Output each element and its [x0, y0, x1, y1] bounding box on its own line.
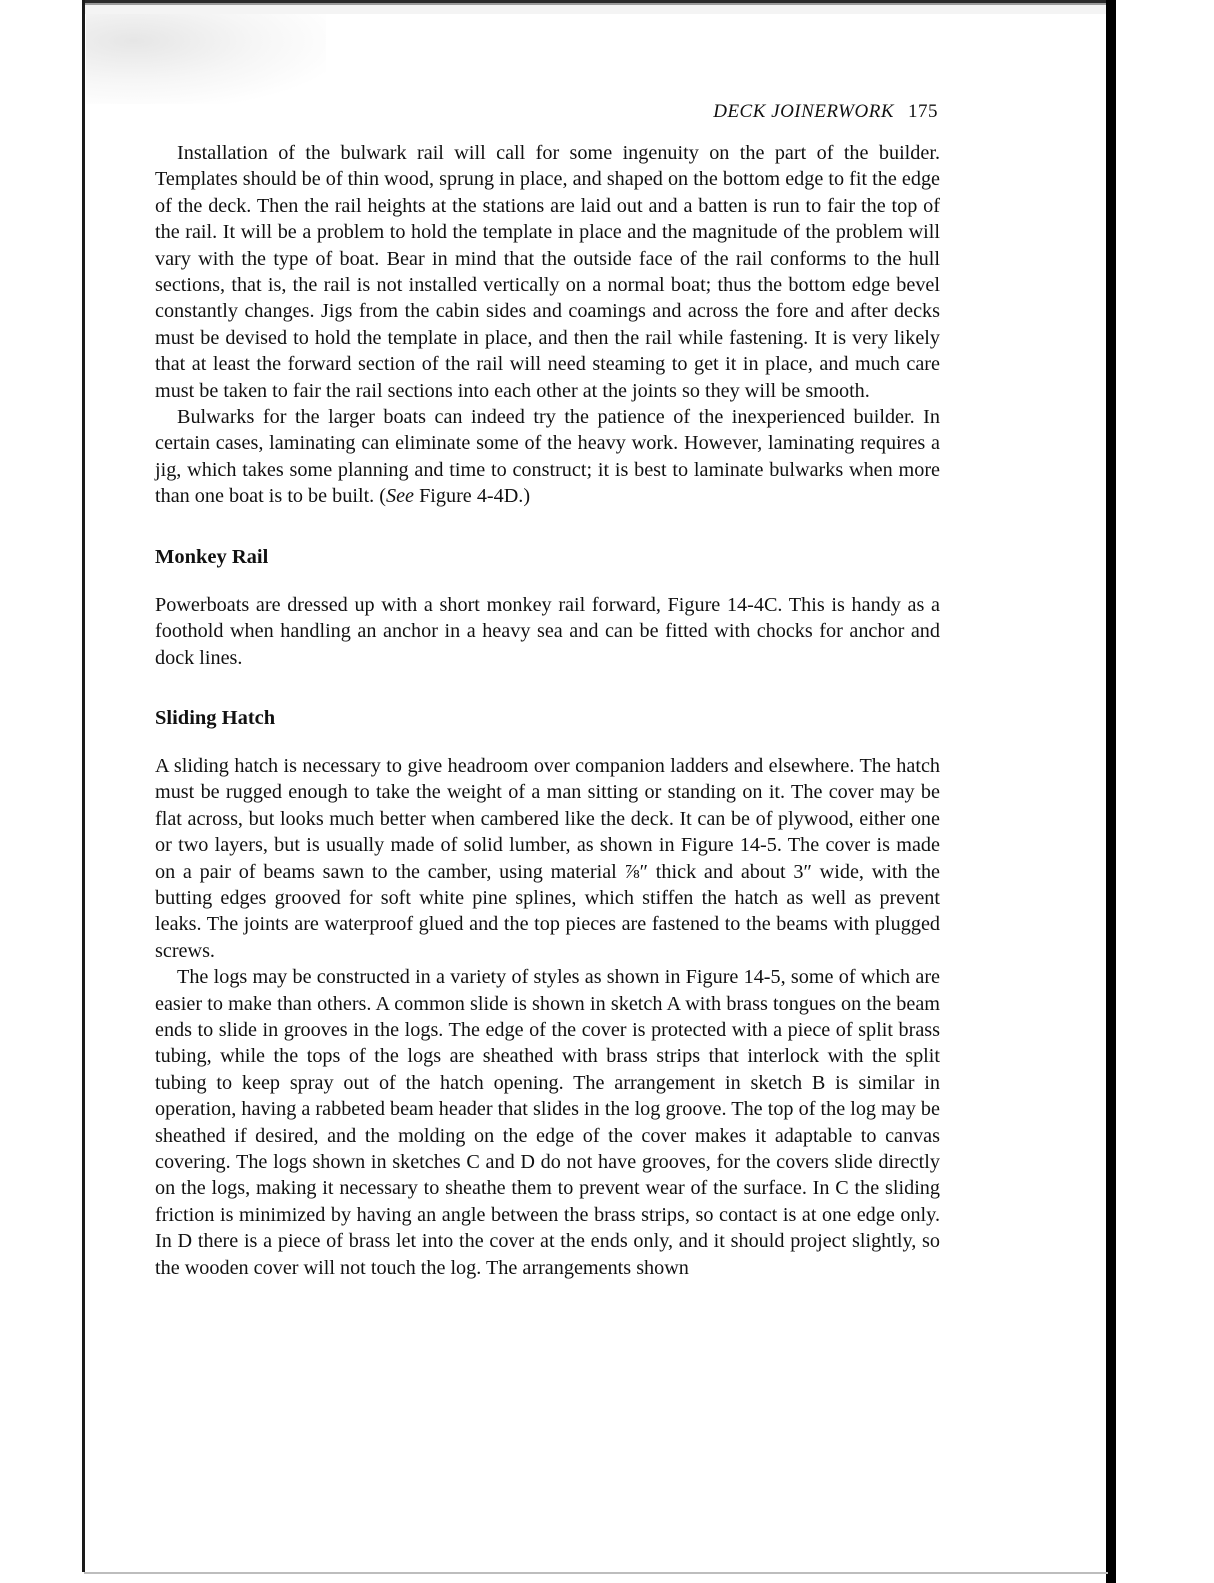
page-number: 175	[908, 101, 938, 122]
paragraph-bulwarks	[155, 404, 940, 510]
paragraph-bulwark-rail: Installation of the bulwark rail will call for some ingenuity on the part of the builder. Templates should be of thin wood, sprung in place, and shaped on the bottom edge to fit the edge of the deck. Then the rail heights at the stations are laid out and a batten is run to fair the top of the rail. It will be a problem to hold the template in place and the magnitude of the problem will vary with the type of boat. Bear in mind that the outside face of the rail conforms to the hull sections, that is, the rail is not installed vertically on a normal boat; thus the bottom edge bevel constantly changes. Jigs from the cabin sides and coamings and across the fore and after decks must be devised to hold the template in place, and then the rail while fastening. It is very likely that at least the forward section of the rail will need steaming to get it in place, and much care must be taken to fair the rail sections into each other at the joints so they will be smooth.	[155, 142, 940, 402]
scan-left-edge	[82, 0, 85, 1572]
scan-right-edge	[1106, 0, 1116, 1583]
paragraph-monkey-rail: Powerboats are dressed up with a short monkey rail forward, Figure 14-4C. This is handy as a foothold when handling an anchor in a heavy sea and can be fitted with chocks for anchor and dock lines.	[155, 593, 940, 669]
page-header	[600, 101, 938, 123]
paragraph-bulwarks-text: Bulwarks for the larger boats can indeed try the patience of the inexperienced builder. In certain cases, laminating can eliminate some of the heavy work. However, laminating requires a jig, which takes some planning and time to construct; it is best to laminate bulwarks when more than one boat is to be built. (	[155, 406, 940, 508]
see-reference: See	[386, 485, 415, 508]
heading-monkey-rail: Monkey Rail	[155, 545, 269, 568]
scan-top-edge	[84, 0, 1114, 14]
scan-smudge	[86, 14, 326, 104]
paragraph-sliding-hatch: A sliding hatch is necessary to give headroom over companion ladders and elsewhere. The hatch must be rugged enough to take the weight of a man sitting or standing on it. The cover may be flat across, but looks much better when cambered like the deck. It can be of plywood, either one or two layers, but is usually made of solid lumber, as shown in Figure 14-5. The cover is made on a pair of beams sawn to the camber, using material ⅞″ thick and about 3″ wide, with the butting edges grooved for soft white pine splines, which stiffen the hatch as well as prevent leaks. The joints are waterproof glued and the top pieces are fastened to the beams with plugged screws.	[155, 754, 940, 962]
scan-bottom-edge	[84, 1572, 1108, 1574]
figure-reference: Figure 4-4D.)	[414, 485, 531, 508]
page-body	[155, 140, 940, 1281]
heading-sliding-hatch: Sliding Hatch	[155, 706, 276, 729]
running-title: DECK JOINERWORK	[713, 101, 894, 122]
paragraph-logs: The logs may be constructed in a variety of styles as shown in Figure 14-5, some of which are easier to make than others. A common slide is shown in sketch A with brass tongues on the beam ends to slide in grooves in the logs. The edge of the cover is protected with a piece of split brass tubing, while the tops of the logs are sheathed with brass strips that interlock with the split tubing to keep spray out of the hatch opening. The arrangement in sketch B is similar in operation, having a rabbeted beam header that slides in the log groove. The top of the log may be sheathed if desired, and the molding on the edge of the cover makes it adaptable to canvas covering. The logs shown in sketches C and D do not have grooves, for the covers slide directly on the logs, making it necessary to sheathe them to prevent wear of the surface. In C the sliding friction is minimized by having an angle between the brass strips, so contact is at one edge only. In D there is a piece of brass let into the cover at the ends only, and it should project slightly, so the wooden cover will not touch the log. The arrangements shown	[155, 966, 940, 1279]
